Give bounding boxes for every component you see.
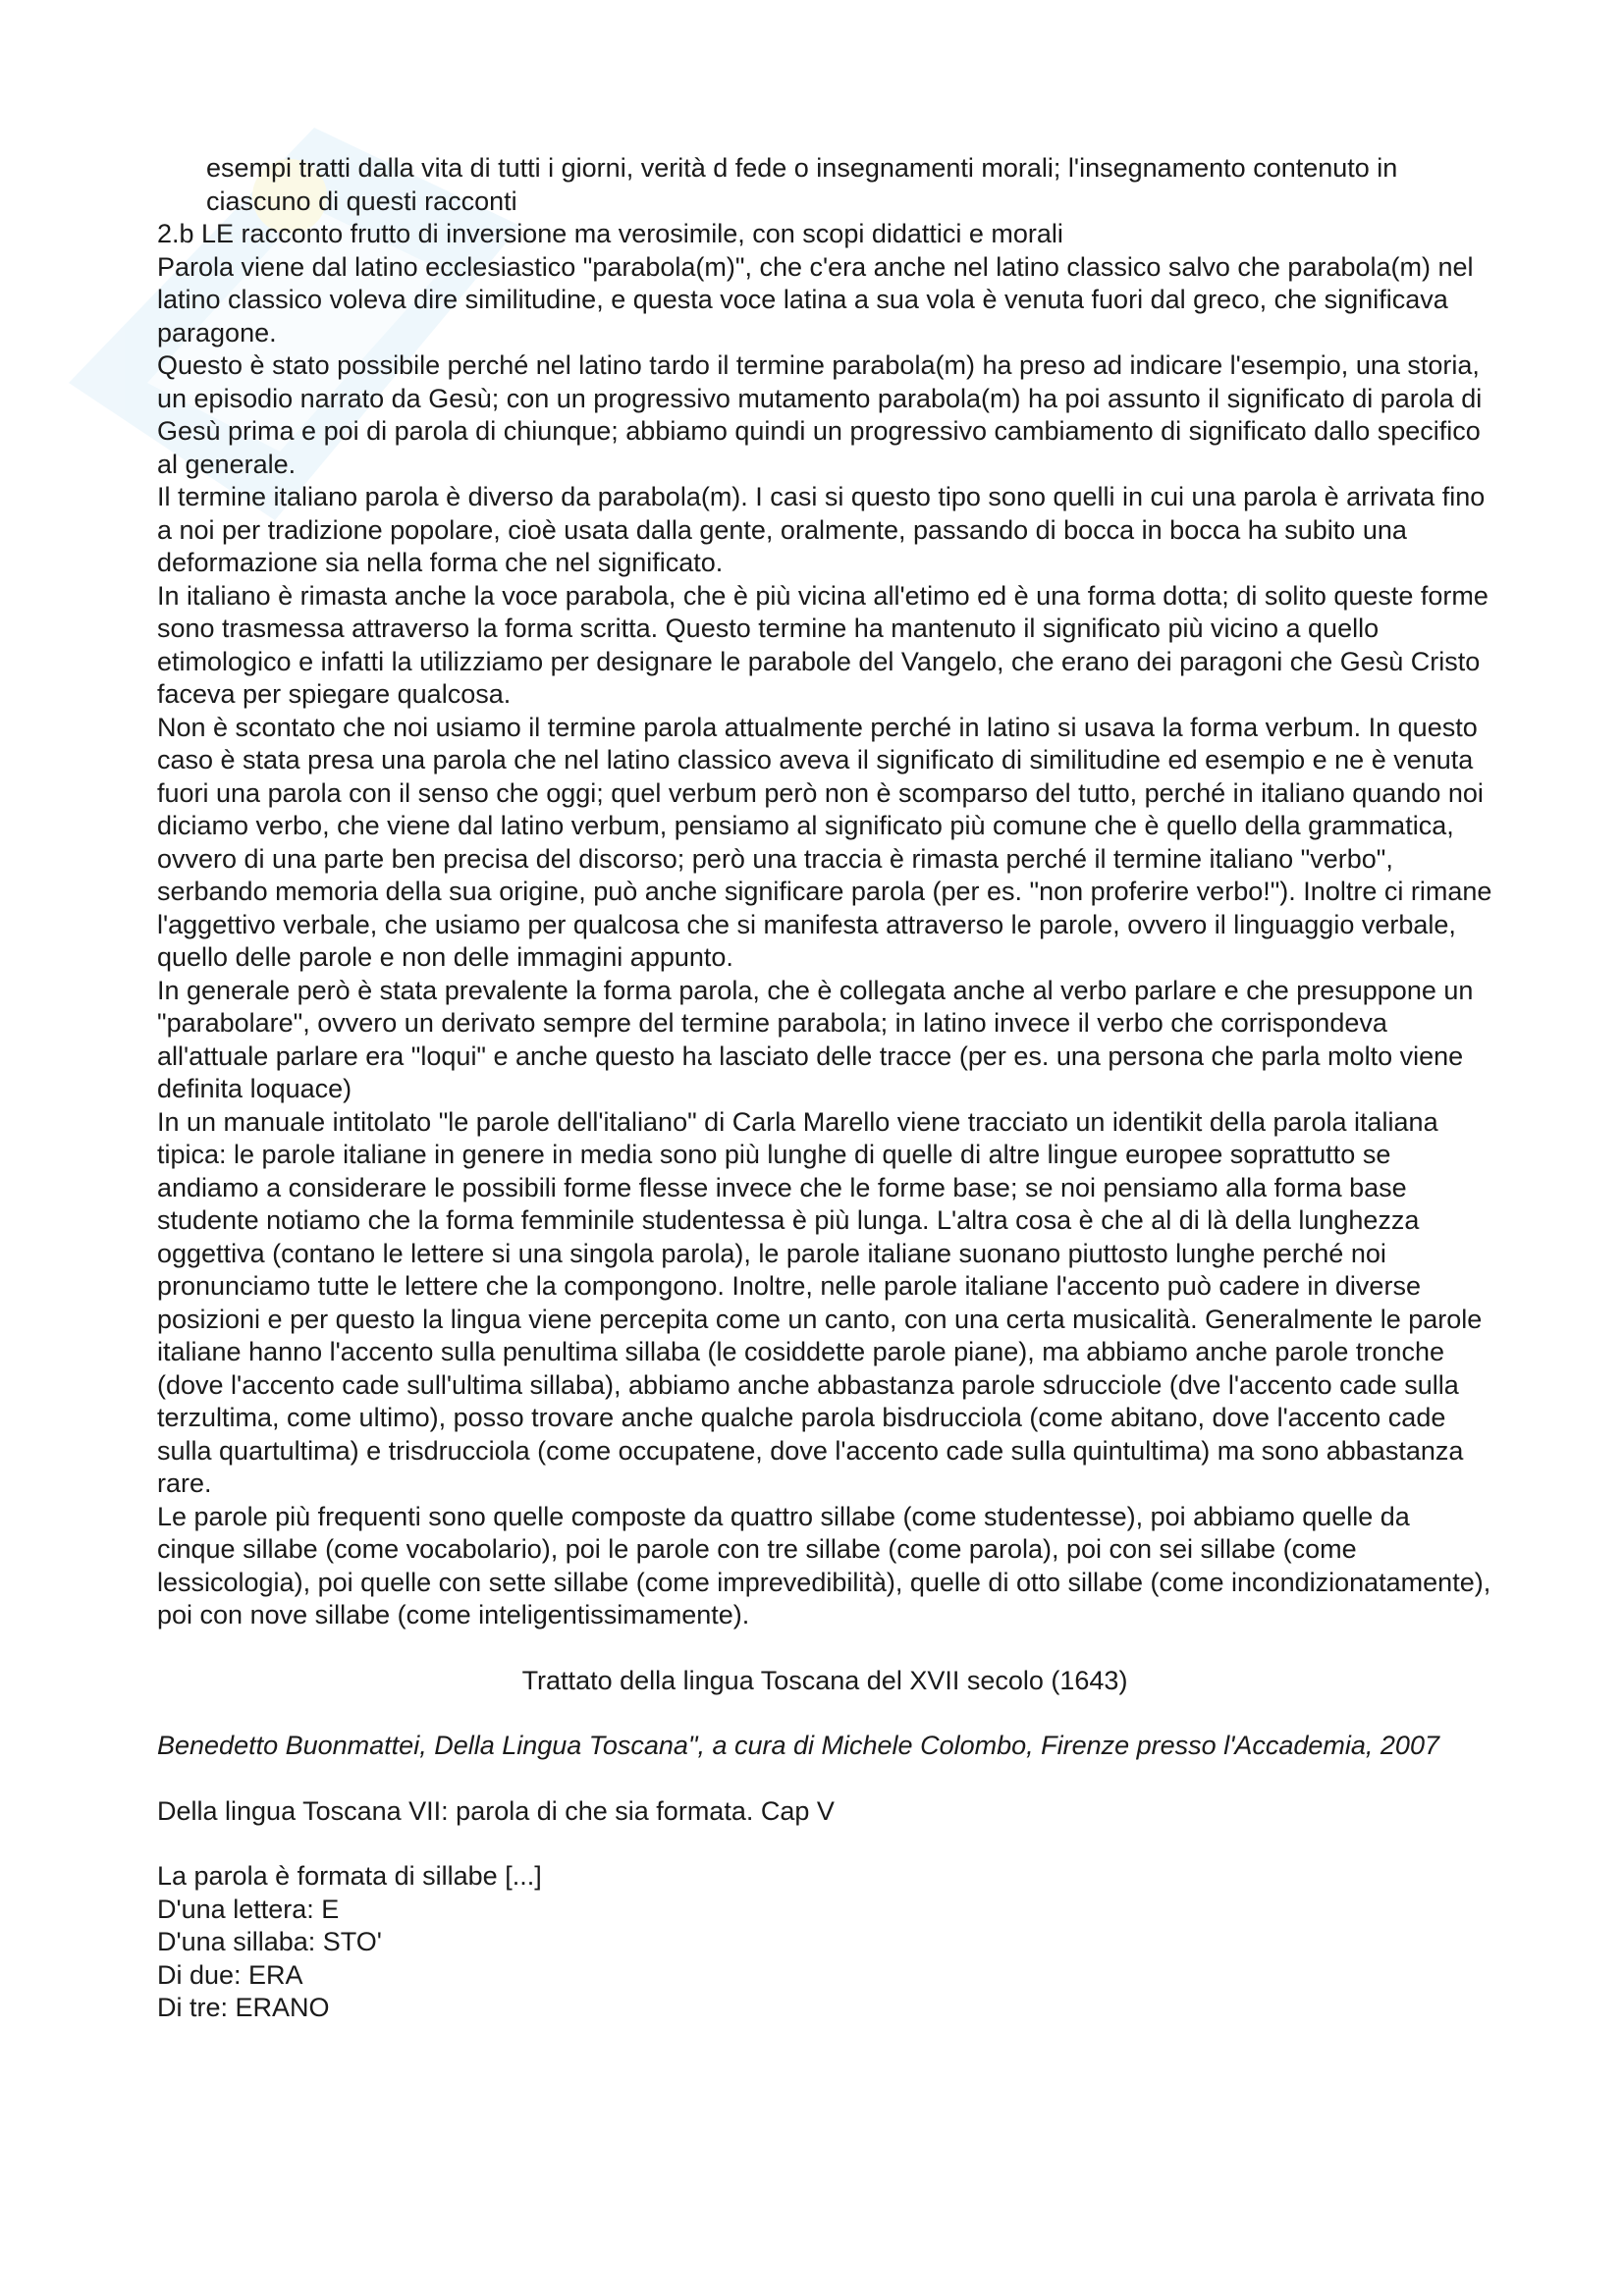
list-item: D'una lettera: E <box>157 1894 340 1924</box>
list-item: D'una sillaba: STO' <box>157 1927 382 1956</box>
list-item: Di tre: ERANO <box>157 1993 330 2022</box>
document-page <box>157 152 1492 2025</box>
paragraph-verbum: Non è scontato che noi usiamo il termine parola attualmente perché in latino si usava la forma verbum. In questo caso è stata presa una parola che nel latino classico aveva il significato di similitudine ed esempio e ne è venuta fuori una parola con il senso che oggi; quel verbum però non è scomparso del tutto, perché in italiano quando noi diciamo verbo, che viene dal latino verbum, pensiamo al significato più comune che è quello della grammatica, ovvero di una parte ben precisa del discorso; però una traccia è rimasta perché il termine italiano "verbo", serbando memoria della sua origine, può anche significare parola (per es. "non proferire verbo!"). Inoltre ci rimane l'aggettivo verbale, che usiamo per qualcosa che si manifesta attraverso le parole, ovvero il linguaggio verbale, quello delle parole e non delle immagini appunto. <box>157 712 1492 972</box>
paragraph-late-latin: Questo è stato possibile perché nel latino tardo il termine parabola(m) ha preso ad indicare l'esempio, una storia, un episodio narrato da Gesù; con un progressivo mutamento parabola(m) ha poi assunto il significato di parola di Gesù prima e poi di parola di chiunque; abbiamo quindi un progressivo cambiamento di significato dallo specifico al generale. <box>157 350 1483 479</box>
syllable-list <box>157 1860 1492 2025</box>
intro-continuation: esempi tratti dalla vita di tutti i giorni, verità d fede o insegnamenti morali; l'insegnamento contenuto in ciascuno di questi racconti <box>206 153 1398 216</box>
paragraph-popular-tradition: Il termine italiano parola è diverso da parabola(m). I casi si questo tipo sono quelli in cui una parola è arrivata fino a noi per tradizione popolare, cioè usata dalla gente, oralmente, passando di bocca in bocca ha subito una deformazione sia nella forma che nel significato. <box>157 482 1486 577</box>
paragraph-syllable-frequency: Le parole più frequenti sono quelle composte da quattro sillabe (come studentesse), poi abbiamo quelle da cinque sillabe (come vocabolario), poi le parole con tre sillabe (come parola), poi con sei sillabe (come lessicologia), poi quelle con sette sillabe (come imprevedibilità), quelle di otto sillabe (come incondizionatamente), poi con nove sillabe (come inteligentissimamente). <box>157 1501 1491 1629</box>
paragraph-etymology: Parola viene dal latino ecclesiastico "parabola(m)", che c'era anche nel latino classico salvo che parabola(m) nel latino classico voleva dire similitudine, e questa voce latina a sua vola è venuta fuori dal greco, che significava paragone. <box>157 251 1474 347</box>
paragraph-parlare: In generale però è stata prevalente la forma parola, che è collegata anche al verbo parlare e che presuppone un "parabolare", ovvero un derivato sempre del termine parabola; in latino invece il verbo che corrispondeva all'attuale parlare era "loqui" e anche questo ha lasciato delle tracce (per es. una persona che parla molto viene definita loquace) <box>157 975 1474 1103</box>
list-item: La parola è formata di sillabe [...] <box>157 1861 542 1891</box>
list-item: Di due: ERA <box>157 1959 303 1990</box>
paragraph-identikit: In un manuale intitolato "le parole dell'italiano" di Carla Marello viene tracciato un identikit della parola italiana tipica: le parole italiane in genere in media sono più lunghe di quelle di altre lingue europee soprattutto se andiamo a considerare le possibili forme flesse invece che le forme base; se noi pensiamo alla forma base studente notiamo che la forma femminile studentessa è più lunga. L'altra cosa è che al di là della lunghezza oggettiva (contano le lettere si una singola parola), le parole italiane suonano piuttosto lunghe perché noi pronunciamo tutte le lettere che la compongono. Inoltre, nelle parole italiane l'accento può cadere in diverse posizioni e per questo la lingua viene percepita come un canto, con una certa musicalità. Generalmente le parole italiane hanno l'accento sulla penultima sillaba (le cosiddette parole piane), ma abbiamo anche parole tronche (dove l'accento cade sull'ultima sillaba), abbiamo anche abbastanza parole sdrucciole (dve l'accento cade sulla terzultima, come ultimo), posso trovare anche qualche parola bisdrucciola (come abitano, dove l'accento cade sulla quartultima) e trisdrucciola (come occupatene, dove l'accento cade sulla quintultima) ma sono abbastanza rare. <box>157 1106 1483 1498</box>
paragraph-learned-form: In italiano è rimasta anche la voce parabola, che è più vicina all'etimo ed è una forma dotta; di solito queste forme sono trasmessa attraverso la forma scritta. Questo termine ha mantenuto il significato più vicino a quello etimologico e infatti la utilizziamo per designare le parabole del Vangelo, che erano dei paragoni che Gesù Cristo faceva per spiegare qualcosa. <box>157 580 1489 709</box>
chapter-title: Della lingua Toscana VII: parola di che sia formata. Cap V <box>157 1795 835 1826</box>
treatise-heading: Trattato della lingua Toscana del XVII secolo (1643) <box>521 1665 1128 1695</box>
bibliographic-citation: Benedetto Buonmattei, Della Lingua Toscana", a cura di Michele Colombo, Firenze presso l'Accademia, 2007 <box>157 1731 1439 1760</box>
paragraph-definition-2b: 2.b LE racconto frutto di inversione ma verosimile, con scopi didattici e morali <box>157 219 1063 248</box>
